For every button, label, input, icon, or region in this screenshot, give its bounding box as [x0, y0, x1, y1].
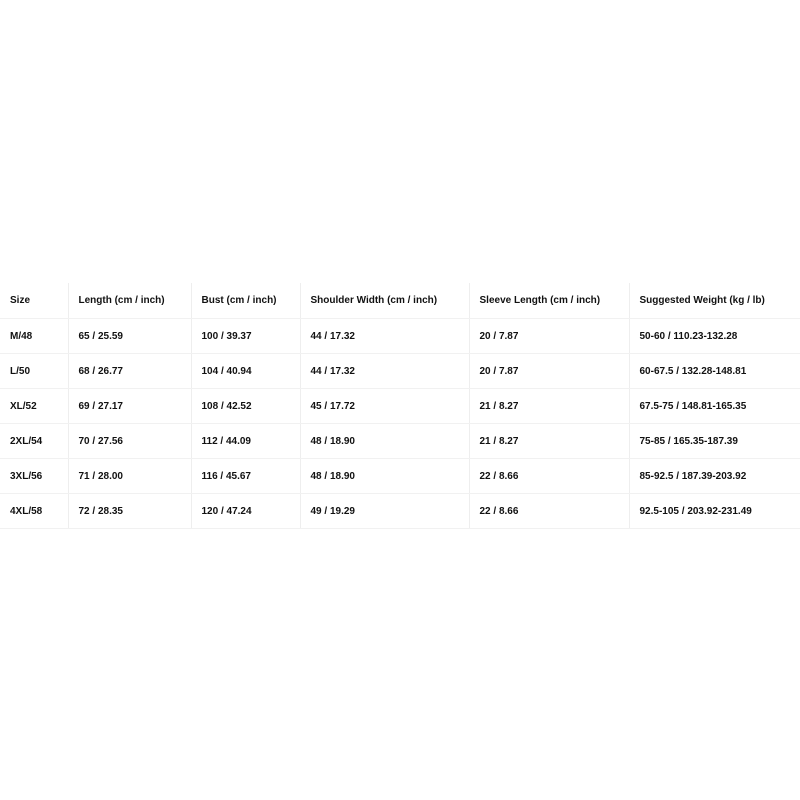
cell-size: M/48: [0, 319, 68, 354]
cell-size: 2XL/54: [0, 424, 68, 459]
table-row: [0, 424, 800, 459]
cell-bust: 112 / 44.09: [191, 424, 300, 459]
cell-shoulder-width: 48 / 18.90: [300, 424, 469, 459]
table-row: [0, 494, 800, 529]
cell-suggested-weight: 60-67.5 / 132.28-148.81: [629, 354, 800, 389]
cell-sleeve-length: 21 / 8.27: [469, 424, 629, 459]
size-chart-header: [0, 283, 800, 319]
cell-bust: 120 / 47.24: [191, 494, 300, 529]
table-row: [0, 354, 800, 389]
cell-size: 3XL/56: [0, 459, 68, 494]
cell-sleeve-length: 22 / 8.66: [469, 459, 629, 494]
header-row: [0, 283, 800, 319]
header-length: Length (cm / inch): [68, 283, 191, 319]
header-size: Size: [0, 283, 68, 319]
cell-shoulder-width: 48 / 18.90: [300, 459, 469, 494]
cell-length: 72 / 28.35: [68, 494, 191, 529]
cell-length: 68 / 26.77: [68, 354, 191, 389]
header-bust: Bust (cm / inch): [191, 283, 300, 319]
table-row: [0, 459, 800, 494]
header-shoulder-width: Shoulder Width (cm / inch): [300, 283, 469, 319]
cell-sleeve-length: 22 / 8.66: [469, 494, 629, 529]
cell-shoulder-width: 44 / 17.32: [300, 354, 469, 389]
table-row: [0, 319, 800, 354]
cell-shoulder-width: 44 / 17.32: [300, 319, 469, 354]
cell-size: XL/52: [0, 389, 68, 424]
cell-length: 71 / 28.00: [68, 459, 191, 494]
cell-bust: 116 / 45.67: [191, 459, 300, 494]
cell-suggested-weight: 50-60 / 110.23-132.28: [629, 319, 800, 354]
size-chart-table: [0, 283, 800, 529]
cell-sleeve-length: 21 / 8.27: [469, 389, 629, 424]
cell-shoulder-width: 49 / 19.29: [300, 494, 469, 529]
cell-suggested-weight: 85-92.5 / 187.39-203.92: [629, 459, 800, 494]
cell-sleeve-length: 20 / 7.87: [469, 319, 629, 354]
cell-length: 65 / 25.59: [68, 319, 191, 354]
cell-size: 4XL/58: [0, 494, 68, 529]
header-sleeve-length: Sleeve Length (cm / inch): [469, 283, 629, 319]
cell-bust: 100 / 39.37: [191, 319, 300, 354]
cell-length: 69 / 27.17: [68, 389, 191, 424]
cell-suggested-weight: 92.5-105 / 203.92-231.49: [629, 494, 800, 529]
cell-shoulder-width: 45 / 17.72: [300, 389, 469, 424]
cell-suggested-weight: 75-85 / 165.35-187.39: [629, 424, 800, 459]
cell-bust: 104 / 40.94: [191, 354, 300, 389]
cell-bust: 108 / 42.52: [191, 389, 300, 424]
cell-length: 70 / 27.56: [68, 424, 191, 459]
size-chart-body: [0, 319, 800, 529]
header-suggested-weight: Suggested Weight (kg / lb): [629, 283, 800, 319]
cell-size: L/50: [0, 354, 68, 389]
cell-suggested-weight: 67.5-75 / 148.81-165.35: [629, 389, 800, 424]
table-row: [0, 389, 800, 424]
cell-sleeve-length: 20 / 7.87: [469, 354, 629, 389]
